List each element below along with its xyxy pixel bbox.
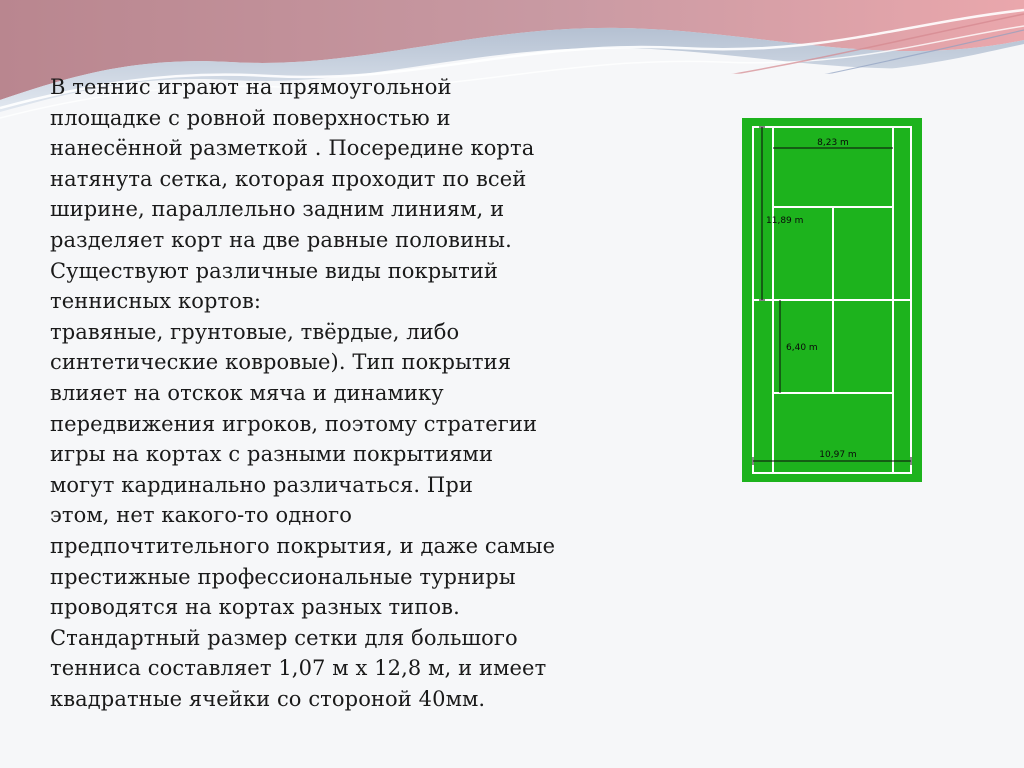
court-svg [742, 118, 922, 482]
body-paragraph [50, 72, 610, 714]
body-line: Стандартный размер сетки для большого [50, 625, 518, 650]
body-line: передвижения игроков, поэтому стратегии [50, 411, 538, 436]
body-line: проводятся на кортах разных типов. [50, 595, 460, 620]
body-line: площадке с ровной поверхностью и [50, 105, 451, 130]
tennis-court-diagram [742, 118, 922, 482]
doubles-width-label: 10,97 m [819, 450, 857, 460]
body-line: влияет на отскок мяча и динамику [50, 380, 444, 405]
body-line: этом, нет какого-то одного [50, 503, 352, 528]
body-line: разделяет корт на две равные половины. [50, 227, 512, 252]
body-line: травяные, грунтовые, твёрдые, либо [50, 319, 460, 344]
singles-width-label: 8,23 m [817, 138, 849, 148]
body-line: ширине, параллельно задним линиям, и [50, 197, 505, 222]
body-line: предпочтительного покрытия, и даже самые [50, 533, 556, 558]
body-line: Существуют различные виды покрытий [50, 258, 499, 283]
body-line: игры на кортах с разными покрытиями [50, 442, 494, 467]
body-line: натянута сетка, которая проходит по всей [50, 166, 527, 191]
body-line: тенниса составляет 1,07 м х 12,8 м, и имеет [50, 656, 547, 681]
body-line: квадратные ячейки со стороной 40мм. [50, 686, 486, 711]
body-line: могут кардинально различаться. При [50, 472, 473, 497]
body-line: нанесённой разметкой . Посередине корта [50, 136, 535, 161]
body-line: синтетические ковровые). Тип покрытия [50, 350, 512, 375]
body-line: В теннис играют на прямоугольной [50, 75, 452, 99]
body-line: теннисных кортов: [50, 289, 262, 314]
body-line: престижные профессиональные турниры [50, 564, 516, 589]
service-box-label: 6,40 m [786, 343, 818, 353]
service-length-label: 11,89 m [766, 216, 804, 226]
